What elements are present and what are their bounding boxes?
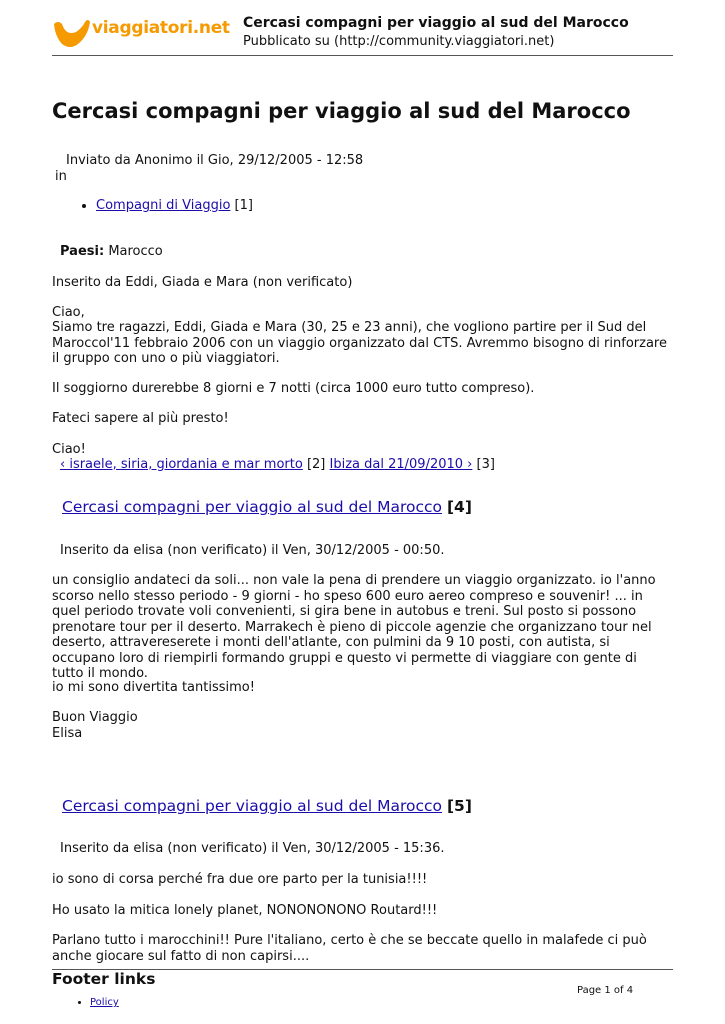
- term-link[interactable]: Compagni di Viaggio: [96, 198, 231, 213]
- node-inserted: Inserito da Eddi, Giada e Mara (non verificato): [52, 275, 353, 290]
- body-paragraph: Ciao,: [52, 305, 85, 320]
- term-item: [96, 198, 253, 214]
- prev-ref: [2]: [306, 457, 326, 472]
- body-paragraph: Fateci sapere al più presto!: [52, 411, 229, 426]
- header-title: Cercasi compagni per viaggio al sud del Marocco: [243, 15, 629, 31]
- comment-paragraph: io mi sono divertita tantissimo!: [52, 680, 255, 695]
- comment-paragraph: Ho usato la mitica lonely planet, NONONONONO Routard!!!: [52, 903, 438, 918]
- comment-paragraph: Buon Viaggio: [52, 710, 138, 725]
- footer-heading: Footer links: [52, 970, 156, 988]
- body-paragraph: Ciao!: [52, 442, 86, 457]
- comment-paragraph: Elisa: [52, 726, 83, 741]
- comment-title-link[interactable]: Cercasi compagni per viaggio al sud del Marocco: [62, 498, 443, 516]
- comment-title: [62, 498, 472, 517]
- next-node-link[interactable]: Ibiza dal 21/09/2010 ›: [329, 457, 473, 472]
- footer-link-policy[interactable]: Policy: [90, 997, 119, 1008]
- page-number: Page 1 of 4: [577, 985, 634, 996]
- comment-paragraph: un consiglio andateci da soli... non vale la pena di prendere un viaggio organizzato. io l'anno scorso nello stesso periodo - 9 giorni - ho speso 600 euro aereo compreso e souvenir! ... in quel periodo trovate voli convenienti, si gira bene in autobus e treni. Sul posto si possono prenotare tour per il deserto. Marrakech è pieno di piccole agenzie che organizzano tour nel deserto, attravereserete i monti dell'atlante, con pulmini da 9 10 posti, con autista, si occupano loro di riempirli formando gruppi e questo vi permette di viaggiare con gente di tutto il mondo.: [52, 573, 656, 681]
- comment-meta: Inserito da elisa (non verificato) il Ven, 30/12/2005 - 00:50.: [60, 543, 445, 558]
- country-value: Marocco: [108, 244, 163, 259]
- next-ref: [3]: [476, 457, 495, 472]
- comment-meta: Inserito da elisa (non verificato) il Ven, 30/12/2005 - 15:36.: [60, 841, 445, 856]
- footer-link-item: [90, 995, 119, 1011]
- body-paragraph: Il soggiorno durerebbe 8 giorni e 7 notti (circa 1000 euro tutto compreso).: [52, 381, 535, 396]
- country-field: [60, 244, 163, 260]
- prev-node-link[interactable]: ‹ israele, siria, giordania e mar morto: [60, 457, 303, 472]
- country-label: Paesi:: [60, 244, 105, 259]
- comment-title: [62, 797, 472, 816]
- comment-paragraph: io sono di corsa perché fra due ore parto per la tunisia!!!!: [52, 872, 428, 887]
- header-divider: [52, 55, 673, 56]
- comment-title-link[interactable]: Cercasi compagni per viaggio al sud del Marocco: [62, 797, 443, 815]
- node-in-label: in: [55, 169, 67, 184]
- logo-mark-icon: [52, 16, 92, 54]
- comment-ref: [5]: [446, 797, 472, 815]
- header-published: Pubblicato su (http://community.viaggiatori.net): [243, 34, 555, 49]
- comment-ref: [4]: [446, 498, 472, 516]
- body-paragraph: Siamo tre ragazzi, Eddi, Giada e Mara (30, 25 e 23 anni), che vogliono partire per il Sud del Maroccol'11 febbraio 2006 con un viaggio organizzato dal CTS. Avremmo bisogno di rinforzare il gruppo con uno o più viaggiatori.: [52, 320, 667, 366]
- node-pager: [60, 457, 495, 473]
- site-logo[interactable]: [52, 16, 230, 54]
- footer-link-list: [76, 995, 119, 1011]
- term-ref: [1]: [234, 198, 253, 213]
- term-list: [76, 198, 253, 214]
- page-title: Cercasi compagni per viaggio al sud del Marocco: [52, 99, 631, 123]
- node-submitted: Inviato da Anonimo il Gio, 29/12/2005 - 12:58: [66, 153, 364, 168]
- logo-text: viaggiatori.net: [92, 18, 230, 38]
- comment-paragraph: Parlano tutto i marocchini!! Pure l'italiano, certo è che se beccate quello in malafede ci può anche giocare sul fatto di non capirsi....: [52, 933, 647, 964]
